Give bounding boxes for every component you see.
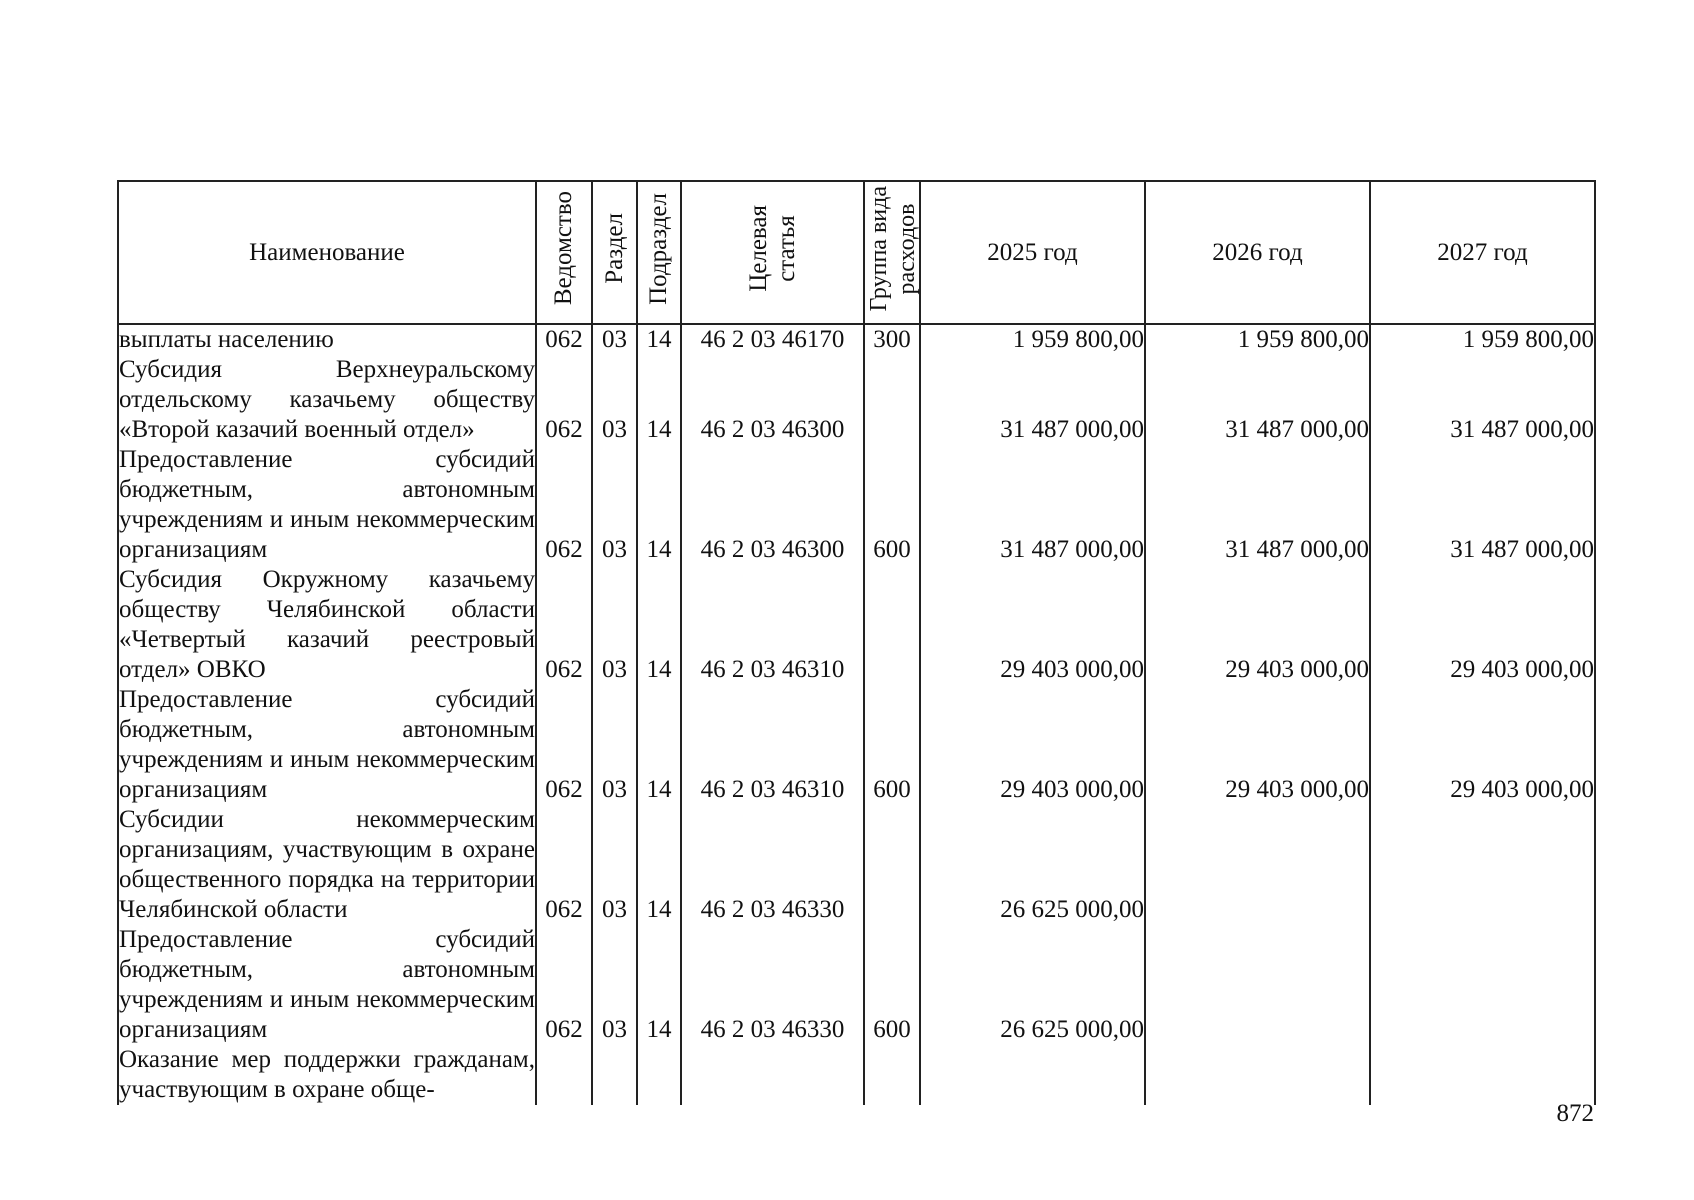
table-row [118, 355, 1595, 445]
row-2025: 26 625 000,00 [920, 925, 1145, 1045]
header-celevaya-statya: Целевая статья [681, 181, 864, 324]
header-podrazdel: Подраздел [637, 181, 681, 324]
row-gruppa [864, 1045, 920, 1105]
row-name: Субсидии некоммерческим организациям, участвующим в охране общественного порядка на территории Челябинской области [119, 806, 535, 923]
header-razdel: Раздел [592, 181, 637, 324]
table-row [118, 445, 1595, 565]
row-2027 [1370, 925, 1595, 1045]
row-2025: 29 403 000,00 [920, 565, 1145, 685]
row-podrazdel: 14 [637, 324, 681, 355]
row-razdel: 03 [592, 685, 637, 805]
row-vedomstvo: 062 [536, 565, 592, 685]
row-2027: 31 487 000,00 [1370, 445, 1595, 565]
row-razdel: 03 [592, 445, 637, 565]
row-celevaya: 46 2 03 46310 [681, 565, 864, 685]
header-2025: 2025 год [920, 181, 1145, 324]
row-vedomstvo: 062 [536, 925, 592, 1045]
row-2025: 31 487 000,00 [920, 445, 1145, 565]
row-razdel: 03 [592, 355, 637, 445]
row-celevaya: 46 2 03 46310 [681, 685, 864, 805]
header-vedomstvo: Ведомство [536, 181, 592, 324]
table-row [118, 925, 1595, 1045]
table-header-row [118, 181, 1595, 324]
row-vedomstvo: 062 [536, 445, 592, 565]
row-gruppa: 600 [864, 685, 920, 805]
table-row [118, 685, 1595, 805]
budget-table [117, 180, 1596, 1105]
row-2025 [920, 1045, 1145, 1105]
row-gruppa [864, 565, 920, 685]
row-celevaya [681, 1045, 864, 1105]
row-vedomstvo: 062 [536, 685, 592, 805]
row-gruppa: 600 [864, 445, 920, 565]
row-gruppa: 300 [864, 324, 920, 355]
row-2025: 31 487 000,00 [920, 355, 1145, 445]
row-celevaya: 46 2 03 46170 [681, 324, 864, 355]
row-razdel [592, 1045, 637, 1105]
row-2027: 31 487 000,00 [1370, 355, 1595, 445]
row-podrazdel: 14 [637, 685, 681, 805]
page-number: 872 [1556, 1100, 1594, 1127]
row-2026: 1 959 800,00 [1145, 324, 1370, 355]
row-2026: 31 487 000,00 [1145, 355, 1370, 445]
row-name: Предоставление субсидий бюджетным, автономным учреждениям и иным некоммерческим организациям [119, 686, 535, 803]
row-gruppa [864, 805, 920, 925]
row-razdel: 03 [592, 565, 637, 685]
row-2027 [1370, 1045, 1595, 1105]
row-2027: 1 959 800,00 [1370, 324, 1595, 355]
header-name: Наименование [118, 181, 536, 324]
row-podrazdel: 14 [637, 805, 681, 925]
row-2026: 29 403 000,00 [1145, 685, 1370, 805]
row-gruppa: 600 [864, 925, 920, 1045]
row-2025: 29 403 000,00 [920, 685, 1145, 805]
row-podrazdel: 14 [637, 925, 681, 1045]
row-2027: 29 403 000,00 [1370, 685, 1595, 805]
row-vedomstvo: 062 [536, 324, 592, 355]
row-razdel: 03 [592, 324, 637, 355]
header-2027: 2027 год [1370, 181, 1595, 324]
row-podrazdel: 14 [637, 355, 681, 445]
row-2026 [1145, 1045, 1370, 1105]
row-celevaya: 46 2 03 46330 [681, 805, 864, 925]
row-gruppa [864, 355, 920, 445]
row-podrazdel [637, 1045, 681, 1105]
row-2025: 1 959 800,00 [920, 324, 1145, 355]
row-razdel: 03 [592, 925, 637, 1045]
row-name: Оказание мер поддержки гражданам, участвующим в охране обще- [119, 1046, 535, 1103]
row-vedomstvo: 062 [536, 355, 592, 445]
row-2026 [1145, 805, 1370, 925]
row-2025: 26 625 000,00 [920, 805, 1145, 925]
table-row [118, 805, 1595, 925]
table-row [118, 1045, 1595, 1105]
row-podrazdel: 14 [637, 565, 681, 685]
row-2027 [1370, 805, 1595, 925]
row-name: Субсидия Окружному казачьему обществу Челябинской области «Четвертый казачий реестровый отдел» ОВКО [119, 566, 535, 683]
row-name: Предоставление субсидий бюджетным, автономным учреждениям и иным некоммерческим организациям [119, 446, 535, 563]
row-2026: 29 403 000,00 [1145, 565, 1370, 685]
row-2026 [1145, 925, 1370, 1045]
row-podrazdel: 14 [637, 445, 681, 565]
row-2027: 29 403 000,00 [1370, 565, 1595, 685]
table-row [118, 324, 1595, 355]
row-celevaya: 46 2 03 46330 [681, 925, 864, 1045]
row-name: выплаты населению [118, 324, 536, 355]
row-razdel: 03 [592, 805, 637, 925]
row-celevaya: 46 2 03 46300 [681, 355, 864, 445]
row-vedomstvo: 062 [536, 805, 592, 925]
header-gruppa-vida-rashodov: Группа вида расходов [864, 181, 920, 324]
header-2026: 2026 год [1145, 181, 1370, 324]
row-2026: 31 487 000,00 [1145, 445, 1370, 565]
table-row [118, 565, 1595, 685]
row-vedomstvo [536, 1045, 592, 1105]
row-name: Предоставление субсидий бюджетным, автономным учреждениям и иным некоммерческим организациям [119, 926, 535, 1043]
row-name: Субсидия Верхнеуральскому отдельскому казачьему обществу «Второй казачий военный отдел» [119, 356, 535, 443]
row-celevaya: 46 2 03 46300 [681, 445, 864, 565]
